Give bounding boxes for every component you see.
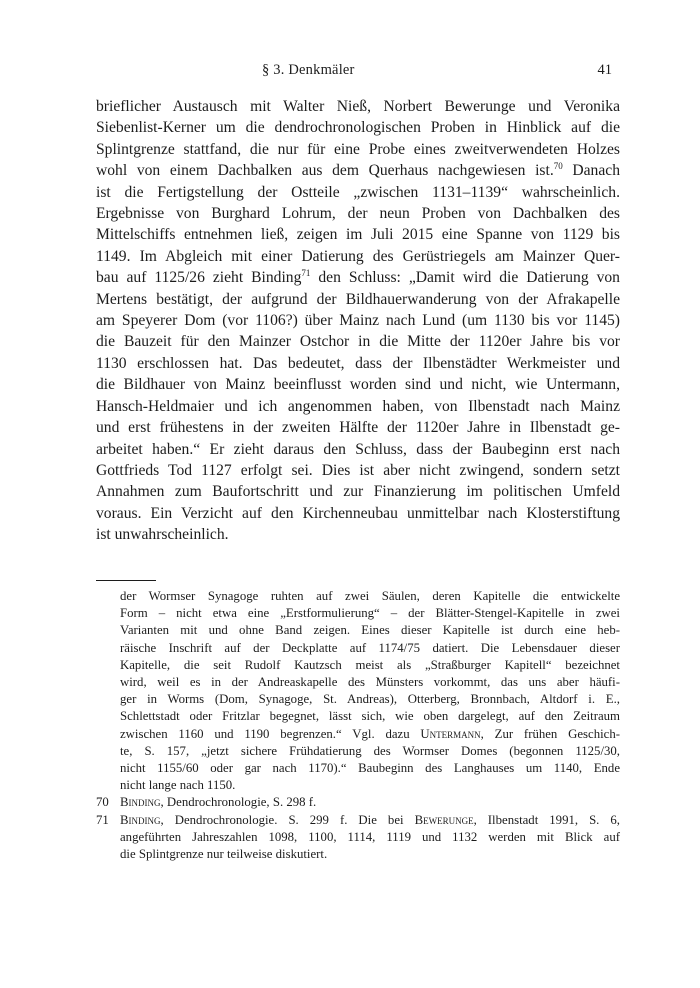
body-line: ist unwahrscheinlich. [96,526,229,544]
footnote-line: nicht lange nach 1150. [120,778,236,793]
footnote-line-text: zwischen 1160 und 1190 begrenzen.“ Vgl. dazu [120,726,421,741]
footnote-line: te, S. 157, „jetzt sichere Frühdatierung des Wormser Domes (begonnen 1125/30, [120,743,620,758]
footnote-70 [96,794,620,811]
footnote-number: 71 [96,812,109,827]
body-line: Mertens bestätigt, der aufgrund der Bildhauerwanderung von der Afrakapelle [96,290,620,308]
body-line: Siebenlist-Kerner um die dendrochronologischen Proben in Hinblick auf die [96,119,620,137]
footnotes [96,588,620,863]
body-line: am Speyerer Dom (vor 1106?) über Mainz nach Lund (um 1130 bis vor 1145) [96,312,620,330]
footnote-number: 70 [96,795,109,810]
author-name: Bewerunge [414,812,474,827]
footnote-line: Varianten mit und ohne Band zeigen. Eines dieser Kapitelle ist durch eine heb- [120,623,620,638]
footnote-line [120,794,620,811]
body-line: Gottfrieds Tod 1127 erfolgt sei. Dies ist aber nicht zwingend, sondern setzt [96,461,620,479]
section-title: § 3. Denkmäler [262,62,355,78]
body-line-text: Danach [562,162,620,180]
body-line: brieflicher Austausch mit Walter Nieß, Norbert Bewerunge und Veronika [96,98,620,115]
footnote-line: der Wormser Synagoge ruhten auf zwei Säulen, deren Kapitelle die entwickelte [120,589,620,603]
body-line: voraus. Ein Verzicht auf den Kirchenneubau unmittelbar nach Klosterstiftung [96,504,620,522]
footnote-divider [96,580,156,581]
author-name: Binding [120,795,161,810]
footnote-line-text: , Dendrochronologie, S. 298 f. [160,795,317,810]
footnote-line-text: , Dendrochronologie. S. 299 f. Die bei [160,812,415,827]
author-name: Untermann [420,726,481,741]
body-line: Ergebnisse von Burghard Lohrum, der neun Proben von Dachbalken des [96,205,620,223]
footnote-line: Kapitelle, die seit Rudolf Kautzsch meist als „Straßburger Kapitell“ bezeichnet [120,657,620,672]
footnote-line: die Splintgrenze nur teilweise diskutiert. [120,847,328,862]
footnote-71 [96,812,620,864]
body-line-text: bau auf 1125/26 zieht Binding [96,269,302,287]
footnote-line: angeführten Jahreszahlen 1098, 1100, 1114, 1119 und 1132 werden mit Blick auf [120,829,620,844]
body-text [96,96,620,546]
page-number: 41 [597,62,612,78]
body-line [96,160,620,181]
footnote-line-text: , Ilbenstadt 1991, S. 6, [473,812,620,827]
footnote-ref-70[interactable]: 70 [553,161,563,172]
body-line: Splintgrenze stattfand, die nur für eine Probe eines zweitverwendeten Holzes [96,140,620,158]
body-line: die Bildhauer von Mainz beeinflusst worden sind und nicht, wie Untermann, [96,376,620,394]
footnote-line: ger in Worms (Dom, Synagoge, St. Andreas), Otterberg, Bronnbach, Altdorf i. E., [120,692,620,707]
author-name: Binding [120,812,161,827]
body-line: arbeitet haben.“ Er zieht daraus den Schluss, dass der Baubeginn erst nach [96,440,620,458]
body-line-text: den Schluss: „Damit wird die Datierung von [310,269,620,287]
body-line: Hansch-Heldmaier und ich angenommen haben, von Ilbenstadt nach Mainz [96,397,620,415]
body-line: 1130 erschlossen hat. Das bedeutet, dass der Ilbenstädter Werkmeister und [96,354,620,372]
footnote-continuation [96,588,620,794]
body-line [96,267,620,288]
footnote-line [120,812,620,829]
body-line: 1149. Im Abgleich mit einer Datierung des Gerüstriegels am Mainzer Quer- [96,247,620,265]
footnote-line [120,726,620,743]
body-line: Mittelschiffs entnehmen ließ, zeigen im Juli 2015 eine Spanne von 1129 bis [96,226,620,244]
footnote-line: Form – nicht etwa eine „Erstformulierung“ – der Blätter-Stengel-Kapitelle in zwei [120,606,620,621]
footnote-ref-71[interactable]: 71 [301,268,311,279]
footnote-line: wird, weil es in der Andreaskapelle des Münsters vorkommt, das uns aber häufi- [120,675,620,690]
body-line: Annahmen zum Baufortschritt und zur Finanzierung im politischen Umfeld [96,483,620,501]
footnote-line-text: , Zur frühen Geschich- [480,726,620,741]
footnote-line: räische Inschrift auf der Deckplatte auf 1174/75 datiert. Die Lebensdauer dieser [120,640,620,655]
body-line: ist die Fertigstellung der Ostteile „zwischen 1131–1139“ wahrscheinlich. [96,183,620,201]
body-line: und erst frühestens in der zweiten Hälfte der 1120er Jahre in Ilbenstadt ge- [96,419,620,437]
footnote-line: nicht 1155/60 oder gar nach 1170).“ Baubeginn des Langhauses um 1140, Ende [120,761,620,776]
footnote-line: Schlettstadt oder Fritzlar begegnet, lässt sich, wie oben dargelegt, auf den Zeitraum [120,709,620,724]
body-line-text: wohl von einem Dachbalken aus dem Querhaus nachgewiesen ist. [96,162,554,180]
body-line: die Bauzeit für den Mainzer Ostchor in die Mitte der 1120er Jahre bis vor [96,333,620,351]
